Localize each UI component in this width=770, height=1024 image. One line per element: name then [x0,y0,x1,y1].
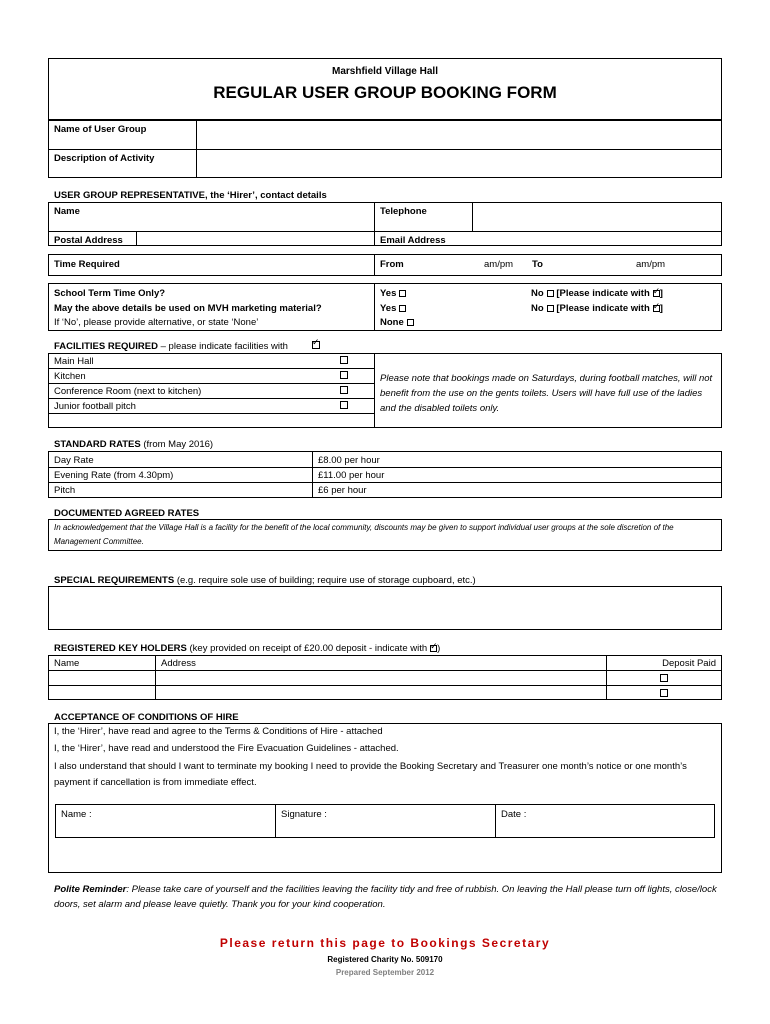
rep-postal-label: Postal Address [54,235,123,246]
group-description-label: Description of Activity [54,153,155,164]
rate-value: £8.00 per hour [318,455,380,466]
term-no-checkbox[interactable] [547,290,554,297]
time-required-label: Time Required [54,259,120,270]
marketing-note: If ‘No’, please provide alternative, or state ‘None’ [54,317,259,328]
signature-row [55,804,715,838]
rates-heading: STANDARD RATES (from May 2016) [54,439,214,450]
term-no[interactable]: No [Please indicate with✓ ] [531,288,663,299]
tick-example-icon [430,645,437,652]
term-yes[interactable]: Yes [380,288,406,299]
deposit-paid-checkbox[interactable] [660,674,668,682]
rate-label: Pitch [54,485,76,496]
key-holder-deposit-header: Deposit Paid [662,658,716,669]
key-holders-heading: REGISTERED KEY HOLDERS (key provided on receipt of £20.00 deposit - indicate with✓ ) [54,643,440,654]
football-pitch-checkbox[interactable] [340,401,348,409]
acceptance-termination-line: I also understand that should I want to terminate my booking I need to provide the Booking Secretary and Treasurer one month’s notice or one month’s payment if cancellation is from immediate effect. [54,761,687,788]
time-to-label: To [532,259,543,270]
facility-conference-room: Conference Room (next to kitchen) [54,386,202,397]
group-name-label: Name of User Group [54,124,147,135]
saturday-toilets-note: Please note that bookings made on Saturdays, during football matches, will not benefit from the use on the gents toilets. Users will have full use of the ladies and the disabled toilets only. [380,373,713,414]
term-time-question: School Term Time Only? [54,288,166,299]
main-hall-checkbox[interactable] [340,356,348,364]
signature-name-field[interactable]: Name : [61,809,92,820]
rate-value: £11.00 per hour [318,470,385,481]
conference-room-checkbox[interactable] [340,386,348,394]
marketing-yes-checkbox[interactable] [399,305,406,312]
signature-field[interactable]: Signature : [281,809,327,820]
kitchen-checkbox[interactable] [340,371,348,379]
rep-email-label: Email Address [380,235,446,246]
marketing-no-checkbox[interactable] [547,305,554,312]
return-instruction: Please return this page to Bookings Secretary [219,936,551,950]
signature-date-field[interactable]: Date : [501,809,527,820]
marketing-no[interactable]: No [Please indicate with✓ ] [531,303,663,314]
rate-value: £6 per hour [318,485,367,496]
polite-reminder: Polite Reminder: Please take care of yourself and the facilities leaving the facility tidy and free of rubbish. On leaving the Hall please turn off lights, close/lock doors, set alarm and please leave quietly. Thank you for your kind cooperation. [54,884,717,910]
tick-example-icon [312,341,320,349]
acceptance-terms-line: I, the ‘Hirer’, have read and agree to the Terms & Conditions of Hire - attached [54,726,383,737]
group-description-field[interactable] [197,150,721,177]
marketing-yes[interactable]: Yes [380,303,406,314]
facility-football-pitch: Junior football pitch [54,401,136,412]
facility-kitchen: Kitchen [54,371,86,382]
marketing-none-checkbox[interactable] [407,319,414,326]
prepared-date: Prepared September 2012 [335,968,435,977]
rep-name-label: Name [54,206,80,217]
facilities-heading: FACILITIES REQUIRED – please indicate facilities with [54,341,288,352]
charity-number: Registered Charity No. 509170 [327,955,443,964]
time-from-label: From [380,259,404,270]
org-name: Marshfield Village Hall [332,66,438,77]
rate-label: Evening Rate (from 4.30pm) [54,470,174,481]
time-from-ampm: am/pm [484,259,514,270]
key-holder-address-header: Address [161,658,196,669]
form-title: REGULAR USER GROUP BOOKING FORM [213,83,557,102]
rep-telephone-label: Telephone [380,206,427,217]
marketing-question: May the above details be used on MVH marketing material? [54,303,322,314]
group-name-field[interactable] [197,121,721,149]
deposit-paid-checkbox[interactable] [660,689,668,697]
term-yes-checkbox[interactable] [399,290,406,297]
rep-heading: USER GROUP REPRESENTATIVE, the ‘Hirer’, contact details [54,190,327,201]
special-requirements-field[interactable] [48,586,722,630]
facility-main-hall: Main Hall [54,356,94,367]
acceptance-heading: ACCEPTANCE OF CONDITIONS OF HIRE [54,712,239,723]
time-to-ampm: am/pm [636,259,666,270]
tick-example-icon [653,290,660,297]
tick-example-icon [653,305,660,312]
acceptance-fire-line: I, the ‘Hirer’, have read and understood the Fire Evacuation Guidelines - attached. [54,743,399,754]
key-holder-name-header: Name [54,658,80,669]
documented-rates-text: In acknowledgement that the Village Hall is a facility for the benefit of the local community, discounts may be given to support individual user groups at the sole discretion of the Management Committee. [54,523,674,546]
marketing-none[interactable]: None [380,317,414,328]
documented-rates-heading: DOCUMENTED AGREED RATES [54,508,200,519]
special-requirements-heading: SPECIAL REQUIREMENTS (e.g. require sole use of building; require use of storage cupboard, etc.) [54,575,476,586]
rate-label: Day Rate [54,455,94,466]
